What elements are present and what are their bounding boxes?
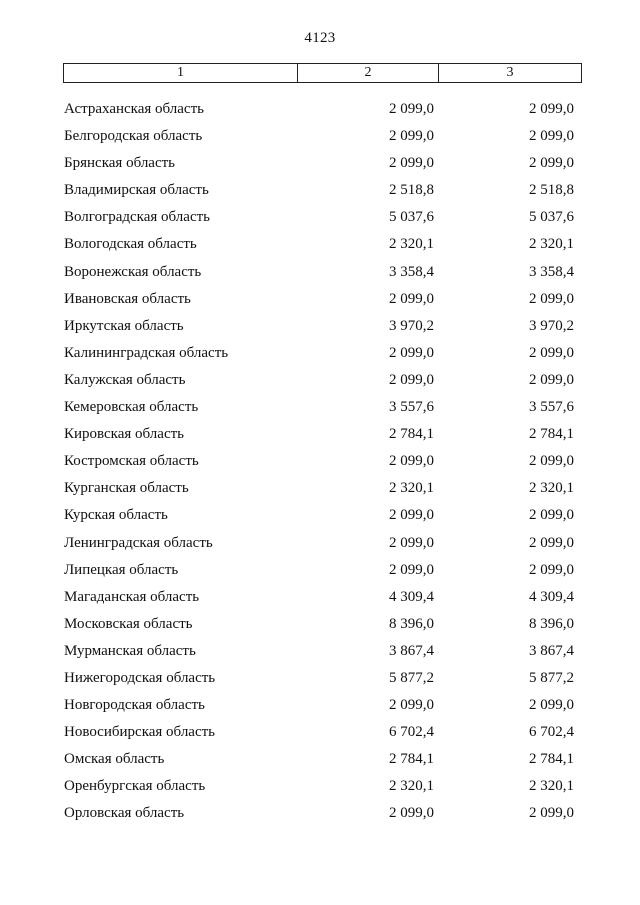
region-name: Нижегородская область (64, 669, 216, 686)
value-col-2: 3 867,4 (389, 642, 434, 659)
value-col-2: 3 970,2 (389, 317, 434, 334)
region-name: Вологодская область (64, 236, 197, 253)
table-row (0, 155, 640, 182)
table-row (0, 426, 640, 453)
table-row (0, 264, 640, 291)
page-number: 4123 (304, 30, 336, 46)
value-col-3: 2 099,0 (529, 805, 574, 822)
table-row (0, 318, 640, 345)
region-name: Иркутская область (64, 317, 184, 334)
value-col-3: 3 970,2 (529, 317, 574, 334)
table-row (0, 372, 640, 399)
table-row (0, 182, 640, 209)
region-name: Волгоградская область (64, 209, 210, 226)
value-col-2: 2 320,1 (389, 480, 434, 497)
value-col-2: 2 099,0 (389, 101, 434, 117)
value-col-3: 2 099,0 (529, 534, 574, 551)
table-row (0, 209, 640, 236)
value-col-2: 2 099,0 (389, 371, 434, 388)
table-row (0, 480, 640, 507)
value-col-3: 2 320,1 (529, 778, 574, 795)
value-col-3: 2 099,0 (529, 128, 574, 145)
value-col-2: 3 358,4 (389, 263, 434, 280)
table-row (0, 236, 640, 263)
value-col-2: 2 099,0 (389, 805, 434, 822)
value-col-2: 2 099,0 (389, 534, 434, 551)
value-col-2: 2 099,0 (389, 697, 434, 714)
table-row (0, 616, 640, 643)
value-col-3: 5 877,2 (529, 669, 574, 686)
value-col-3: 2 784,1 (529, 426, 574, 443)
value-col-3: 2 518,8 (529, 182, 574, 199)
value-col-3: 5 037,6 (529, 209, 574, 226)
value-col-3: 3 557,6 (529, 399, 574, 416)
value-col-2: 2 099,0 (389, 561, 434, 578)
table-row (0, 751, 640, 778)
value-col-2: 2 784,1 (389, 751, 434, 768)
value-col-2: 5 877,2 (389, 669, 434, 686)
value-col-2: 5 037,6 (389, 209, 434, 226)
value-col-3: 4 309,4 (529, 588, 574, 605)
region-name: Воронежская область (64, 263, 202, 280)
table-row (0, 643, 640, 670)
value-col-3: 2 099,0 (529, 290, 574, 307)
value-col-3: 2 099,0 (529, 371, 574, 388)
value-col-3: 3 867,4 (529, 642, 574, 659)
value-col-3: 2 320,1 (529, 236, 574, 253)
table-row (0, 670, 640, 697)
region-name: Ленинградская область (64, 534, 213, 551)
table-row (0, 697, 640, 724)
region-name: Магаданская область (64, 588, 200, 605)
value-col-2: 2 784,1 (389, 426, 434, 443)
table-row (0, 291, 640, 318)
region-list (0, 101, 640, 833)
value-col-2: 2 099,0 (389, 344, 434, 361)
region-name: Новосибирская область (64, 724, 216, 741)
column-header-1: 1 (64, 64, 298, 83)
value-col-2: 3 557,6 (389, 399, 434, 416)
region-name: Белгородская область (64, 128, 203, 145)
value-col-2: 2 099,0 (389, 128, 434, 145)
value-col-3: 2 099,0 (529, 697, 574, 714)
table-row (0, 589, 640, 616)
value-col-3: 6 702,4 (529, 724, 574, 741)
table-row (0, 101, 640, 128)
region-name: Липецкая область (64, 561, 179, 578)
region-name: Брянская область (64, 155, 176, 172)
table-row (0, 724, 640, 751)
region-name: Калужская область (64, 371, 186, 388)
table-row (0, 345, 640, 372)
value-col-3: 2 099,0 (529, 344, 574, 361)
value-col-3: 2 099,0 (529, 101, 574, 117)
value-col-2: 4 309,4 (389, 588, 434, 605)
column-header-2: 2 (298, 64, 439, 83)
region-name: Ивановская область (64, 290, 191, 307)
value-col-3: 2 099,0 (529, 507, 574, 524)
region-name: Курганская область (64, 480, 189, 497)
region-name: Орловская область (64, 805, 185, 822)
table-row (0, 399, 640, 426)
value-col-3: 8 396,0 (529, 615, 574, 632)
region-name: Московская область (64, 615, 193, 632)
table-row (0, 507, 640, 534)
value-col-3: 2 099,0 (529, 561, 574, 578)
value-col-2: 2 320,1 (389, 236, 434, 253)
column-header-table (63, 63, 582, 83)
table-row (0, 128, 640, 155)
value-col-2: 2 099,0 (389, 290, 434, 307)
table-row (0, 562, 640, 589)
region-name: Владимирская область (64, 182, 209, 199)
value-col-3: 2 784,1 (529, 751, 574, 768)
region-name: Новгородская область (64, 697, 205, 714)
value-col-2: 2 099,0 (389, 453, 434, 470)
table-row (0, 778, 640, 805)
value-col-2: 2 320,1 (389, 778, 434, 795)
table-row (0, 805, 640, 832)
region-name: Кировская область (64, 426, 185, 443)
region-name: Астраханская область (64, 101, 204, 117)
region-name: Омская область (64, 751, 165, 768)
value-col-3: 3 358,4 (529, 263, 574, 280)
region-name: Калининградская область (64, 344, 229, 361)
value-col-2: 2 099,0 (389, 155, 434, 172)
region-name: Курская область (64, 507, 168, 524)
value-col-2: 6 702,4 (389, 724, 434, 741)
column-header-3: 3 (439, 64, 582, 83)
value-col-2: 2 518,8 (389, 182, 434, 199)
region-name: Оренбургская область (64, 778, 206, 795)
value-col-2: 8 396,0 (389, 615, 434, 632)
table-row (0, 453, 640, 480)
region-name: Кемеровская область (64, 399, 199, 416)
column-header-row (64, 64, 582, 83)
value-col-3: 2 099,0 (529, 155, 574, 172)
table-row (0, 535, 640, 562)
region-name: Мурманская область (64, 642, 196, 659)
region-name: Костромская область (64, 453, 199, 470)
value-col-3: 2 320,1 (529, 480, 574, 497)
value-col-2: 2 099,0 (389, 507, 434, 524)
value-col-3: 2 099,0 (529, 453, 574, 470)
